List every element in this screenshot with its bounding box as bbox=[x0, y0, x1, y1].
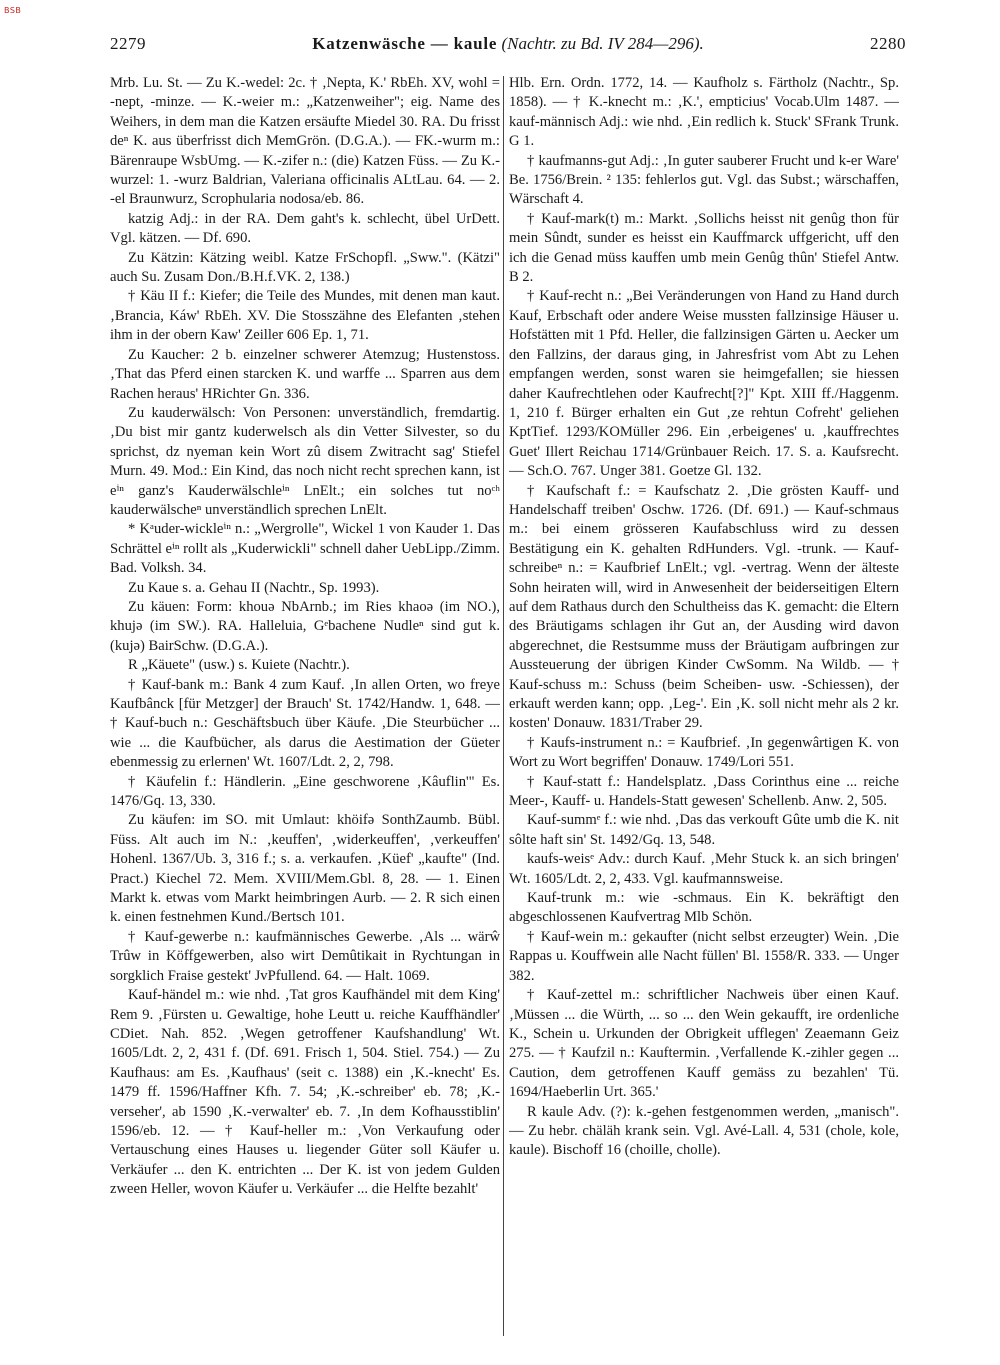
entry-paragraph: Zu Kätzin: Kätzing weibl. Katze FrSchopfl. „Sww.". (Kätzi" auch Su. Zusam Don./B.H.f.VK. 2, 138.) bbox=[110, 249, 500, 286]
entry-paragraph: † Kauf-recht n.: „Bei Veränderungen von Hand zu Hand durch Kauf, Erbschaft oder andere Weise mussten fallzinsige Häuser u. Hofstätten mit 1 Pfd. Heller, die fallzinsigen Gärten u. Aecker um den Fallzins, der daraus ging, in Jahresfrist vom Abt zu Lehen empfangen werden, sonst waren sie heimgefallen; sie hiessen daher Kaufrechtlehen oder Kaufrecht[?]" Kpt. XIII ff./Haggenm. 1, 210 f. Bürger erhalten ein Gut ‚ze rehtun Cofreht' geliehen KptTief. 1293/KOMüller 296. Ein ‚erbeigenes' u. ‚kauffrechtes Guet' Illert Reichau 1714/Grünbauer Reich. 17. S. a. Kaufsrecht. — Sch.O. 767. Unger 381. Goetze Gl. 132. bbox=[509, 288, 899, 480]
running-title-note: (Nachtr. zu Bd. IV 284—296). bbox=[501, 34, 704, 53]
entry-paragraph: R „Käuete" (usw.) s. Kuiete (Nachtr.). bbox=[128, 657, 350, 674]
entry-paragraph: * Kᵃuder-wickleⁱⁿ n.: „Wergrolle", Wickel 1 von Kauder 1. Das Schrättel eⁱⁿ rollt als „Kuderwickli" schnell daher UebLipp./Zimm. Bad. Volksh. 34. bbox=[110, 521, 500, 577]
entry-paragraph: Zu kauderwälsch: Von Personen: unverständlich, fremdartig. ‚Du bist mir gantz kuderwelsch als din Vetter Silvester, so du sprichst, dz nyeman kein Wort zû disem Zwitracht sag' Stiefel Murn. 49. Mod.: Ein Kind, das noch nicht recht sprechen kann, ist eⁱⁿ ganz's Kauderwälschleⁱⁿ LnElt.; ein solches tut noᶜʰ kauderwälscheⁿ unverständlich sprechen LnElt. bbox=[110, 404, 500, 518]
entry-paragraph: Mrb. Lu. St. — Zu K.-wedel: 2c. † ‚Nepta, K.' RbEh. XV, wohl = -nept, -minze. — K.-weier m.: „Katzenweiher"; eig. Name des Weihers, in dem man die Katzen ersäufte Miedel 30. RA. Du frisst deⁿ K. aus überfrisst dich MemGrön. (D.G.A.). — FK.-wurm m.: Bärenraupe WsbUmg. — K.-zifer n.: (die) Katzen Füss. — Zu K.-wurzel: 1. -wurz Baldrian, Valeriana officinalis ALtLau. 64. — 2. -el Braunwurz, Scrophularia nodosa/eb. 86. bbox=[110, 75, 500, 208]
entry-paragraph: † Käufelin f.: Händlerin. „Eine geschworene ‚Kâuflin'" Es. 1476/Gq. 13, 330. bbox=[110, 773, 500, 810]
entry-paragraph: † Kauf-statt f.: Handelsplatz. ‚Dass Corinthus eine ... reiche Meer-, Kauff- u. Handels-Statt gewesen' Schellenb. Anw. 2, 505. bbox=[509, 773, 899, 810]
entry-paragraph: † Kauf-gewerbe n.: kaufmännisches Gewerbe. ‚Als ... wärŵ Trûw in Köffgewerben, also wirt Demûtikait in Rychtungan in sorgklich Fraise gestekt' JvPfullend. 64. — Halt. 1069. bbox=[110, 928, 500, 984]
entry-paragraph: Kauf-summᵉ f.: wie nhd. ‚Das das verkouft Gûte umb die K. nit sôlte haft sin' St. 1492/Gq. 13, 548. bbox=[509, 812, 899, 848]
entry-paragraph: † kaufmanns-gut Adj.: ‚In guter sauberer Frucht und k-er Ware' Be. 1756/Brein. ² 135: fehlerlos gut. Vgl. das Subst.; wärschaffen, Wärschaft 4. bbox=[509, 152, 899, 208]
entry-paragraph: † Kauf-bank m.: Bank 4 zum Kauf. ‚In allen Orten, wo freye Kaufbânck [für Metzger] der Brauch' St. 1742/Handw. 1, 648. — † Kauf-buch n.: Geschäftsbuch über Käufe. ‚Die Steurbücher ... wie ... die Kaufbücher, als darus die Aestimation der Güeter ebenmessig zu erlernen' Wt. 1607/Ldt. 2, 2, 798. bbox=[110, 676, 500, 771]
column-divider bbox=[503, 76, 504, 1336]
entry-paragraph: † Kaufschaft f.: = Kaufschatz 2. ‚Die grösten Kauff- und Handelschaff treiben' Oschw. 1726. (Df. 691.) — Kauf-schmaus m.: bei einem grösseren Kaufabschluss wird zu dessen Bestätigung ein K. gehalten RdHunders. Vgl. -trunk. — Kauf-schreibeⁿ n.: = Kaufbrief LnElt.; vgl. -vertrag. Wenn der älteste Sohn heiraten will, wird in Anwesenheit der beiderseitigen Eltern auf dem Rathaus durch den Schultheiss das K. gemacht: die Eltern des Bräutigams schlagen ihr Gut an, der Ausding wird davon abgerechnet, die Restsumme muss der Bräutigam aufbringen zur Aussteuerung der übrigen Kinder CwSomm. Na Wildb. — † Kauf-schuss m.: Schuss (beim Scheiben- usw. -Schiessen), der erkauft werden kann; opp. ‚Leg-'. Ein ‚K. soll nicht mehr als 2 kr. kosten' Donauw. 1831/Traber 29. bbox=[509, 482, 899, 732]
running-title-main: Katzenwäsche — kaule bbox=[312, 34, 498, 53]
entry-paragraph: † Käu II f.: Kiefer; die Teile des Mundes, mit denen man kaut. ‚Brancia, Káw' RbEh. XV. Die Stosszähne des Elefanten ‚stehen ihm in der obern Kaw' Zeiller 606 Ep. 1, 71. bbox=[110, 288, 500, 344]
entry-paragraph: Kauf-trunk m.: wie -schmaus. Ein K. bekräftigt den abgeschlossenen Kaufvertrag Mlb Schön. bbox=[509, 890, 899, 926]
page-number-right: 2280 bbox=[870, 34, 906, 53]
right-column bbox=[509, 74, 899, 1350]
page-number-left: 2279 bbox=[110, 34, 146, 53]
entry-paragraph: Zu käuen: Form: khouə NbArnb.; im Ries khaoə (im NO.), khujə (im SW.). RA. Halleluia, Gᵉbachene Nudleⁿ sind gut k. (kujə) BairSchw. (D.G.A.). bbox=[110, 598, 500, 654]
entry-paragraph: † Kaufs-instrument n.: = Kaufbrief. ‚In gegenwârtigen K. von Wort zu Wort begriffen' Donauw. 1749/Lori 551. bbox=[509, 734, 899, 771]
entry-paragraph: kaufs-weisᵉ Adv.: durch Kauf. ‚Mehr Stuck k. an sich bringen' Wt. 1605/Ldt. 2, 2, 433. Vgl. kaufmannsweise. bbox=[509, 851, 899, 887]
entry-paragraph: † Kauf-mark(t) m.: Markt. ‚Sollichs heisst nit genûg thon für mein Sûndt, sunder es heisst ein Kauffmarck uffgericht, uff den ich die Genad müss kauffen umb mein Genûg thûn' Stiefel Antw. B 2. bbox=[509, 210, 899, 286]
running-title bbox=[110, 34, 906, 54]
entry-paragraph: † Kauf-zettel m.: schriftlicher Nachweis über einen Kauf. ‚Müssen ... die Würth, ... so ... den Wein gekaufft, ire ordenliche K., Schein u. Urkunden der Obrigkeit ufflegen' Zeaemann Geiz 275. — † Kaufzil n.: Kauftermin. ‚Verfallende K.-zihler gegen ... Caution, dem getroffenen Kauff gemäss zu bezahlen' Tü. 1694/Haeberlin Urt. 365.' bbox=[509, 987, 899, 1101]
entry-paragraph: Zu käufen: im SO. mit Umlaut: khöifə SonthZaumb. Bübl. Füss. Alt auch im N.: ‚keuffen', ‚widerkeuffen', ‚verkeuffen' Hohenl. 1367/Ub. 3, 316 f.; s. a. verkaufen. ‚Küef' „kaufte" (Ind. Pract.) Kiechel 72. Mem. XVIII/Mem.Gbl. 8, 28. — 1. Einen Markt k. etwas vom Markt heimbringen Aurb. — 2. R sich einen k. einen festnehmen Kund./Bertsch 101. bbox=[110, 812, 500, 926]
entry-paragraph: katzig Adj.: in der RA. Dem gaht's k. schlecht, übel UrDett. Vgl. kätzen. — Df. 690. bbox=[110, 210, 500, 247]
library-mark: BSB bbox=[4, 6, 22, 15]
entry-paragraph: Kauf-händel m.: wie nhd. ‚Tat gros Kaufhändel mit dem King' Rem 9. ‚Fürsten u. Gewaltige, hohe Leutt u. reiche Kauffhändler' CDiet. Nah. 852. ‚Wegen getroffener Kaufshandlung' Wt. 1605/Ldt. 2, 2, 431 f. (Df. 691. Frisch 1, 504. Stiel. 754.) — Zu Kaufhaus: am Es. ‚Kaufhaus' (seit c. 1388) ein ‚K.-knecht' Es. 1479 ff. 1596/Haffner Kfh. 7. 54; ‚K.-schreiber' eb. 78; ‚K.-verseher', ab 1590 ‚K.-verwalter' eb. 7. ‚In dem Kofhausstiblin' 1596/eb. 12. — † Kauf-heller m.: ‚Von Verkaufung oder Vertauschung eines Hauses u. liegender Güter soll Käufer u. Verkäufer ... den K. entrichten ... Der K. ist von jedem Gulden zween Heller, wovon Käufer u. Verkäufer ... die Helfte bezahlt' bbox=[110, 987, 500, 1198]
entry-paragraph: Hlb. Ern. Ordn. 1772, 14. — Kaufholz s. Färtholz (Nachtr., Sp. 1858). — † K.-knecht m.: ‚K.', empticius' Vocab.Ulm 1487. — kauf-männisch Adj.: wie nhd. ‚Ein redlich k. Stuck' SFrank Trunk. G 1. bbox=[509, 75, 899, 150]
left-column bbox=[110, 74, 500, 1350]
page-header bbox=[110, 34, 906, 56]
entry-paragraph: Zu Kaucher: 2 b. einzelner schwerer Atemzug; Hustenstoss. ‚That das Pferd einen starcken K. und warffe ... Sparren aus dem Rachen heraus' HRichter Gn. 336. bbox=[110, 346, 500, 402]
entry-paragraph: Zu Kaue s. a. Gehau II (Nachtr., Sp. 1993). bbox=[128, 579, 380, 596]
entry-paragraph: R kaule Adv. (?): k.-gehen festgenommen werden, „manisch". — Zu hebr. chäläh krank sein. Vgl. Avé-Lall. 4, 531 (chole, kole, kaule). Bischoff 16 (choille, cholle). bbox=[509, 1103, 899, 1159]
entry-paragraph: † Kauf-wein m.: gekaufter (nicht selbst erzeugter) Wein. ‚Die Rappas u. Kouffwein alle Nacht füllen' Bl. 1558/R. 333. — Unger 382. bbox=[509, 928, 899, 984]
